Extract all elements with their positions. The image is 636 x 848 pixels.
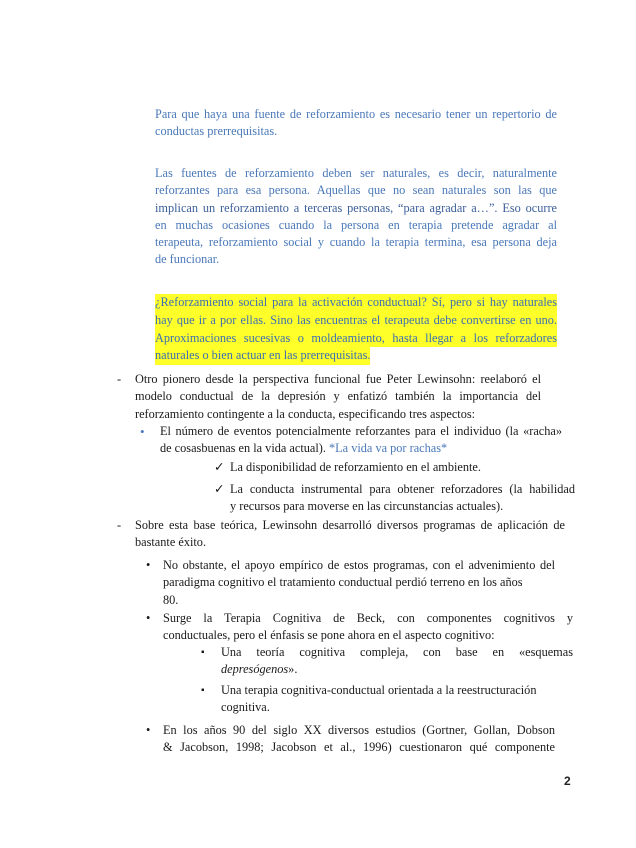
text-line: La disponibilidad de reforzamiento en el ambiente. [230, 460, 481, 474]
paragraph-repertoire [155, 106, 557, 141]
bullet-item-studies [163, 722, 555, 757]
bullet-marker: • [140, 424, 145, 439]
square-item-theory [221, 644, 573, 679]
text-line: cognitiva. [221, 700, 270, 715]
text-line: Las fuentes de reforzamiento deben ser naturales, es decir, naturalmente [155, 166, 557, 180]
text-segment: de cosasbuenas en la vida actual). [160, 441, 330, 456]
text-line: reforzamiento contingente a la conducta, especificando tres aspectos: [135, 406, 476, 421]
highlighted-line: Aproximaciones sucesivas o moldeamiento, hasta llegar a los reforzadores [155, 330, 557, 348]
highlighted-line: hay que ir a por ellas. Sino las encuentras el terapeuta debe convertirse en uno. [155, 312, 557, 330]
page-number: 2 [564, 774, 571, 788]
text-line [160, 440, 562, 457]
square-bullet-marker: ▪ [201, 685, 205, 696]
text-line: terapeuta, reforzamiento social y cuando la terapia termina, esa persona deja [155, 235, 557, 250]
check-item-instrumental [230, 481, 575, 516]
dash-marker: - [117, 372, 122, 386]
text-line: La conducta instrumental para obtener reforzadores (la habilidad [230, 482, 575, 496]
text-line: Una terapia cognitiva-conductual orientada a la reestructuración [221, 683, 537, 697]
text-line: En los años 90 del siglo XX diversos estudios (Gortner, Gollan, Dobson [163, 723, 555, 737]
bullet-item-empirical [163, 557, 555, 609]
check-item-availability [230, 459, 575, 476]
text-line: modelo conductual de la depresión y enfatizó también la importancia del [135, 389, 541, 404]
list-item-events [160, 423, 562, 458]
text-line: y recursos para moverse en las circunstancias actuales). [230, 499, 504, 514]
text-line: 80. [163, 592, 179, 607]
text-line: reforzantes para esa persona. Aquellas que no sean naturales son las que [155, 183, 557, 198]
square-bullet-marker: ▪ [201, 647, 205, 658]
bullet-marker: • [146, 723, 151, 737]
bullet-marker: • [146, 611, 151, 625]
text-line: conductas prerrequisitas. [155, 124, 278, 139]
text-line [221, 661, 573, 678]
check-icon: ✓ [214, 482, 225, 496]
bullet-marker: • [146, 558, 151, 572]
text-line: El número de eventos potencialmente reforzantes para el individuo (la «racha» [160, 424, 562, 438]
list-item-lewinsohn [135, 371, 541, 423]
text-line: bastante éxito. [135, 535, 207, 550]
text-line: Surge la Terapia Cognitiva de Beck, con componentes cognitivos y [163, 611, 573, 625]
text-line: implican un reforzamiento a terceras personas, “para agradar a…”. Eso ocurre [155, 200, 557, 215]
text-line: Una teoría cognitiva compleja, con base en «esquemas [221, 645, 573, 659]
text-line: paradigma cognitivo el tratamiento conductual perdió terreno en los años [163, 575, 523, 590]
text-line: de funcionar. [155, 252, 220, 267]
text-line: Sobre esta base teórica, Lewinsohn desarrolló diversos programas de aplicación de [135, 518, 565, 532]
list-item-programs [135, 517, 565, 552]
dash-marker: - [117, 518, 122, 532]
blue-annotation: *La vida va por rachas* [329, 441, 448, 456]
italic-term: depresógenos [221, 662, 289, 677]
text-line: conductuales, pero el énfasis se pone ahora en el aspecto cognitivo: [163, 628, 495, 643]
paragraph-natural-sources [155, 165, 557, 269]
text-segment: ». [288, 662, 298, 677]
check-icon: ✓ [214, 460, 225, 474]
bullet-item-beck [163, 610, 573, 645]
text-line: & Jacobson, 1998; Jacobson et al., 1996) cuestionaron qué componente [163, 740, 555, 755]
text-line: Para que haya una fuente de reforzamiento es necesario tener un repertorio de [155, 107, 557, 121]
text-line: Otro pionero desde la perspectiva funcional fue Peter Lewinsohn: reelaboró el [135, 372, 541, 386]
highlighted-note [155, 294, 557, 365]
highlighted-line: naturales o bien actuar en las prerrequisitas. [155, 347, 370, 365]
square-item-therapy [221, 682, 573, 717]
highlighted-line: ¿Reforzamiento social para la activación conductual? Sí, pero si hay naturales [155, 294, 557, 312]
text-line: en muchas ocasiones cuando la persona en terapia pretende agradar al [155, 217, 557, 232]
text-line: No obstante, el apoyo empírico de estos programas, con el advenimiento del [163, 558, 555, 572]
